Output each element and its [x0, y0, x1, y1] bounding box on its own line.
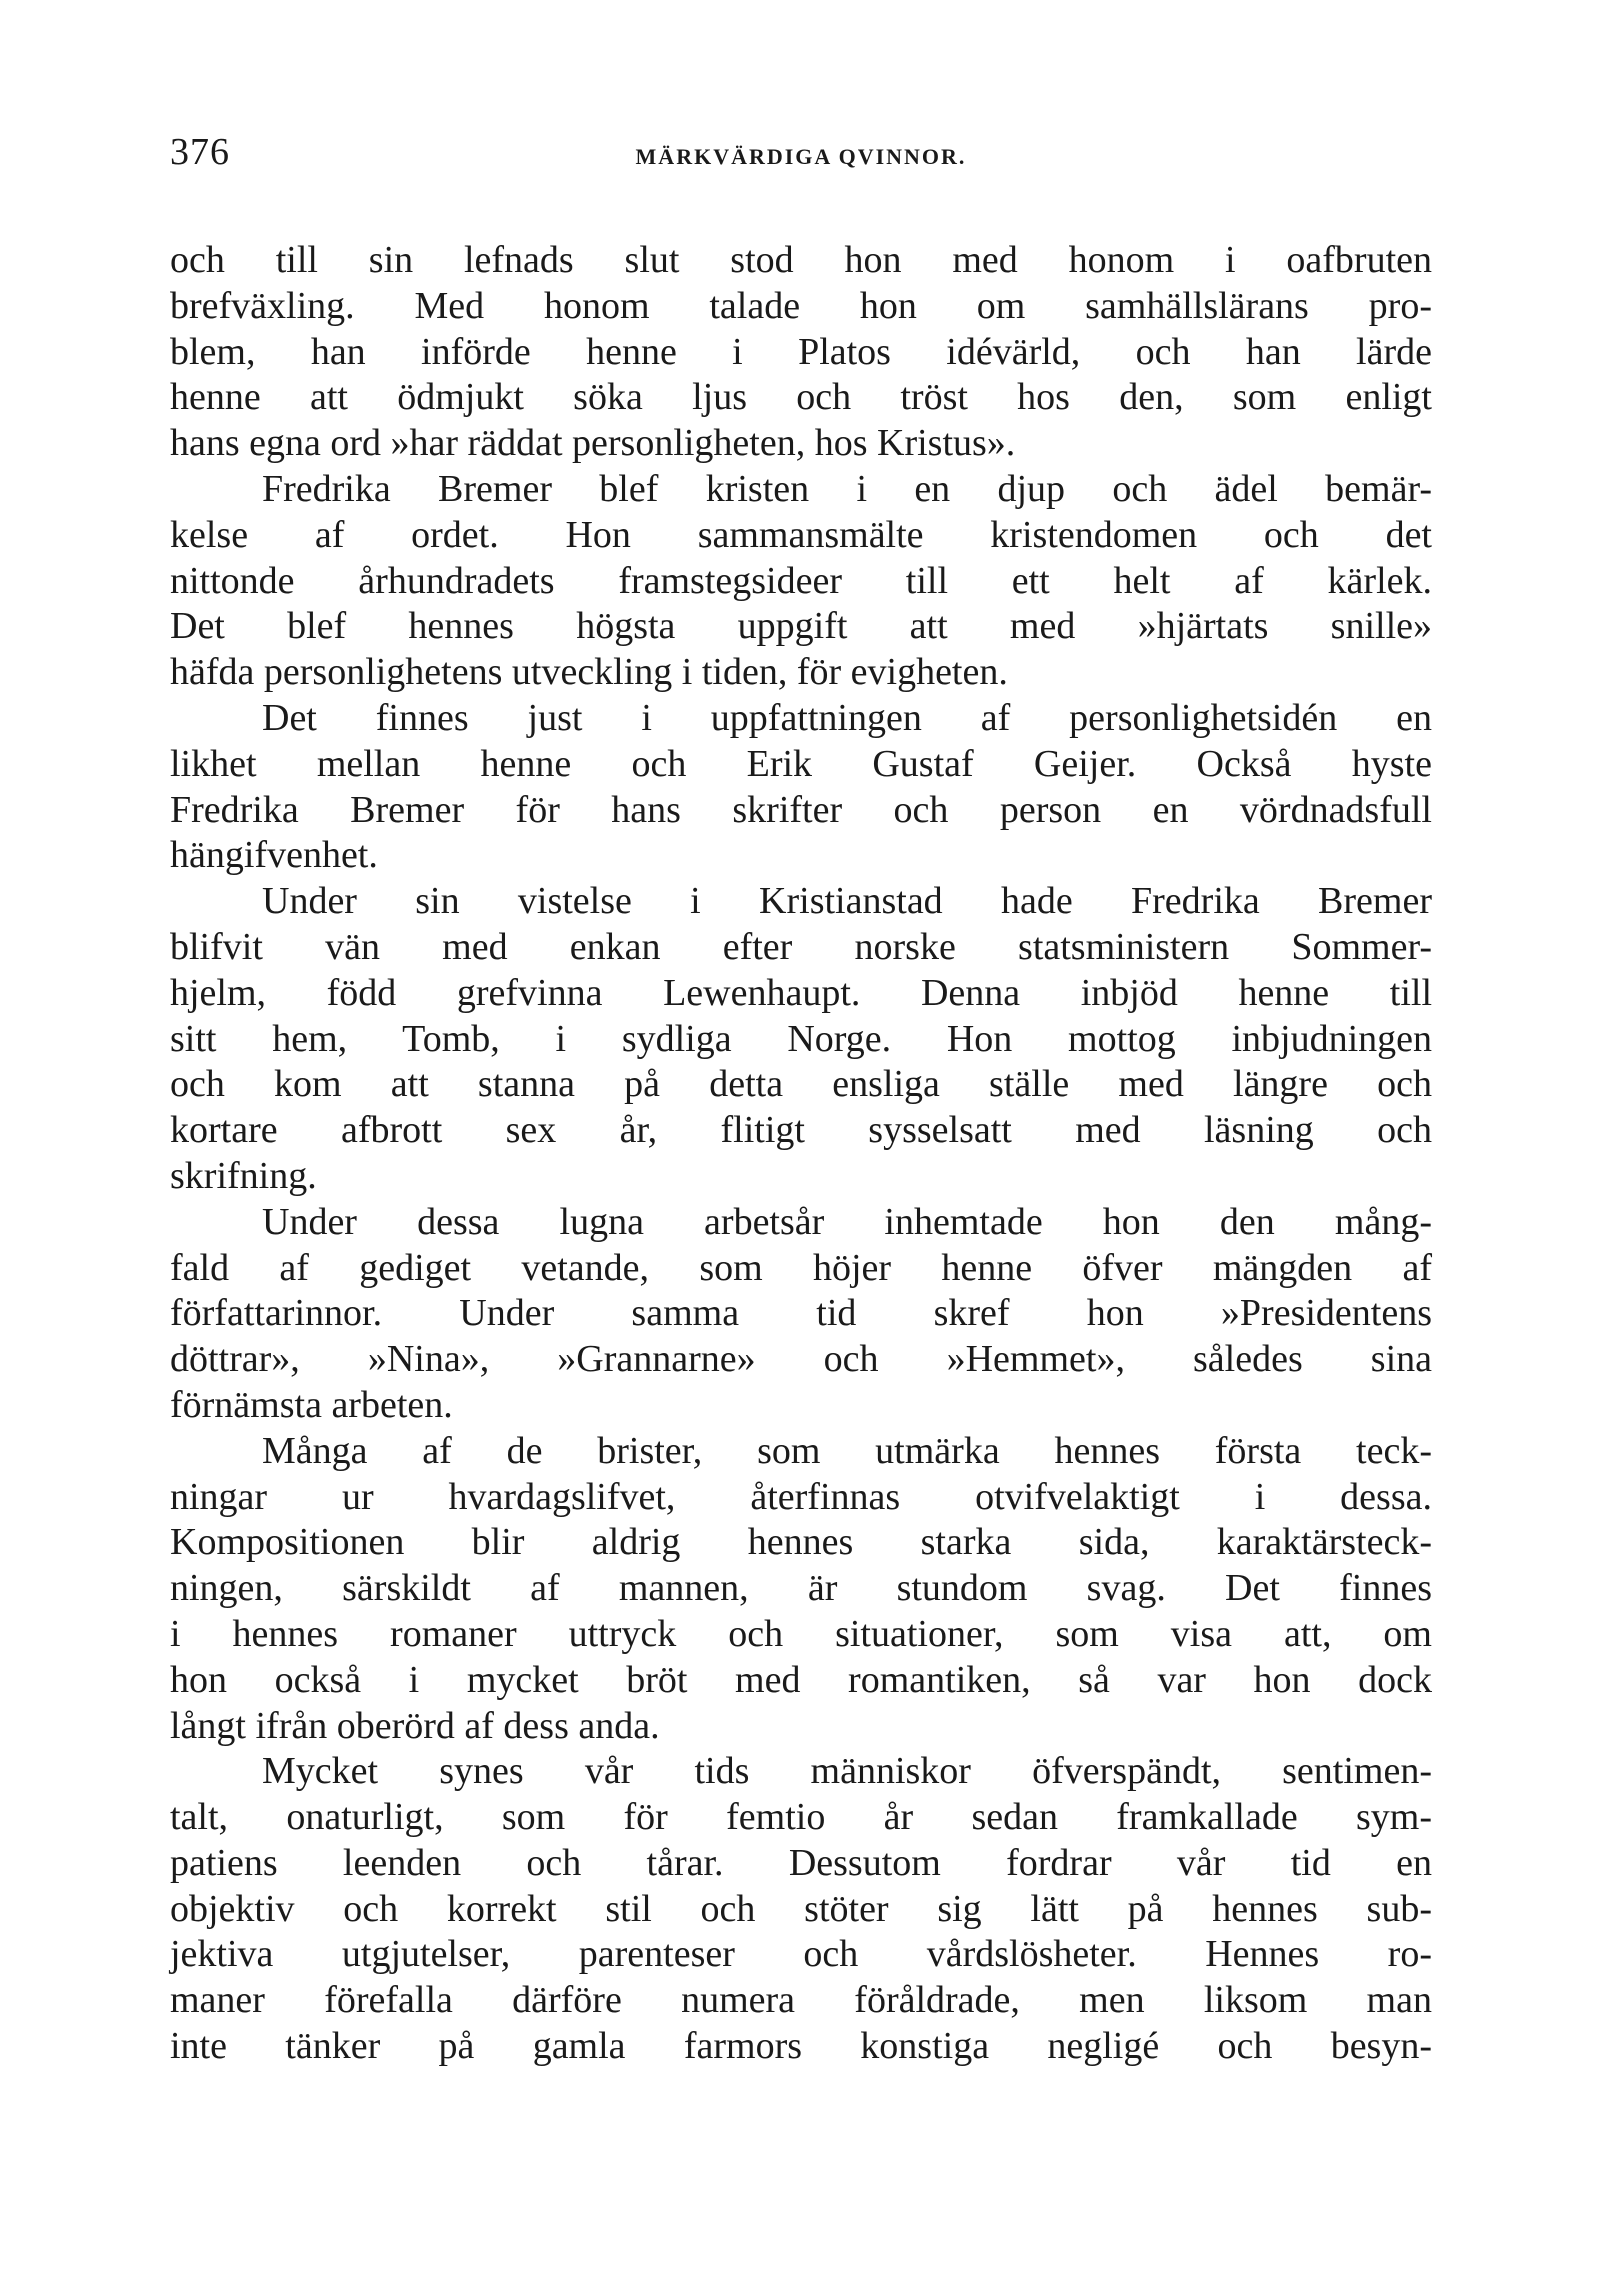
- text-line: objektiv och korrekt stil och stöter sig lätt på hennes sub-: [170, 1887, 1432, 1930]
- text-line: hängifvenhet.: [170, 834, 378, 877]
- text-line: maner förefalla därföre numera föråldrade, men liksom man: [170, 1979, 1432, 2022]
- text-line: hon också i mycket bröt med romantiken, så var hon dock: [170, 1658, 1432, 1701]
- text-line: nittonde århundradets framstegsideer till ett helt af kärlek.: [170, 559, 1432, 602]
- text-line: och till sin lefnads slut stod hon med honom i oafbruten: [170, 239, 1432, 281]
- text-line: henne att ödmjukt söka ljus och tröst hos den, som enligt: [170, 376, 1432, 419]
- text-line: förnämsta arbeten.: [170, 1383, 453, 1426]
- text-line: hjelm, född grefvinna Lewenhaupt. Denna inbjöd henne till: [170, 971, 1432, 1014]
- text-line: i hennes romaner uttryck och situationer, som visa att, om: [170, 1612, 1432, 1655]
- text-line: Det finnes just i uppfattningen af personlighetsidén en: [262, 696, 1432, 739]
- body-text: [170, 238, 1432, 2070]
- text-line: jektiva utgjutelser, parenteser och vårdslösheter. Hennes ro-: [170, 1933, 1432, 1976]
- text-line: författarinnor. Under samma tid skref hon »Presidentens: [170, 1292, 1432, 1335]
- text-line: hans egna ord »har räddat personligheten, hos Kristus».: [170, 422, 1016, 465]
- text-line: kortare afbrott sex år, flitigt sysselsatt med läsning och: [170, 1109, 1432, 1152]
- text-line: sitt hem, Tomb, i sydliga Norge. Hon mottog inbjudningen: [170, 1017, 1432, 1060]
- text-line: inte tänker på gamla farmors konstiga negligé och besyn-: [170, 2025, 1432, 2068]
- text-line: häfda personlighetens utveckling i tiden, för evigheten.: [170, 651, 1008, 694]
- text-line: talt, onaturligt, som för femtio år sedan framkallade sym-: [170, 1796, 1432, 1839]
- text-line: fald af gediget vetande, som höjer henne öfver mängden af: [170, 1246, 1432, 1289]
- page-number: 376: [170, 131, 230, 173]
- text-line: döttrar», »Nina», »Grannarne» och »Hemmet», således sina: [170, 1338, 1432, 1381]
- text-line: skrifning.: [170, 1154, 317, 1197]
- text-line: Under sin vistelse i Kristianstad hade Fredrika Bremer: [262, 880, 1432, 923]
- running-title: MÄRKVÄRDIGA QVINNOR.: [635, 144, 967, 169]
- text-line: brefväxling. Med honom talade hon om samhällslärans pro-: [170, 284, 1432, 327]
- text-line: långt ifrån oberörd af dess anda.: [170, 1704, 660, 1747]
- text-line: Det blef hennes högsta uppgift att med »hjärtats snille»: [170, 605, 1432, 648]
- text-line: likhet mellan henne och Erik Gustaf Geijer. Också hyste: [170, 742, 1432, 785]
- text-line: Under dessa lugna arbetsår inhemtade hon den mång-: [262, 1200, 1432, 1243]
- book-page: [170, 130, 1432, 2070]
- text-line: ningen, särskildt af mannen, är stundom svag. Det finnes: [170, 1567, 1432, 1610]
- running-head: [170, 130, 1432, 190]
- text-line: Många af de brister, som utmärka hennes första teck-: [262, 1429, 1432, 1472]
- text-line: ningar ur hvardagslifvet, återfinnas otvifvelaktigt i dessa.: [170, 1475, 1432, 1518]
- text-line: blifvit vän med enkan efter norske statsministern Sommer-: [170, 925, 1432, 968]
- text-line: kelse af ordet. Hon sammansmälte kristendomen och det: [170, 513, 1432, 556]
- text-line: Mycket synes vår tids människor öfverspändt, sentimen-: [262, 1750, 1432, 1793]
- text-line: och kom att stanna på detta ensliga ställe med längre och: [170, 1063, 1432, 1106]
- text-line: Fredrika Bremer blef kristen i en djup och ädel bemär-: [262, 467, 1432, 510]
- text-line: blem, han införde henne i Platos idévärld, och han lärde: [170, 330, 1432, 373]
- text-line: Fredrika Bremer för hans skrifter och person en vördnadsfull: [170, 788, 1432, 831]
- text-line: Kompositionen blir aldrig hennes starka sida, karaktärsteck-: [170, 1521, 1432, 1564]
- text-line: patiens leenden och tårar. Dessutom fordrar vår tid en: [170, 1841, 1432, 1884]
